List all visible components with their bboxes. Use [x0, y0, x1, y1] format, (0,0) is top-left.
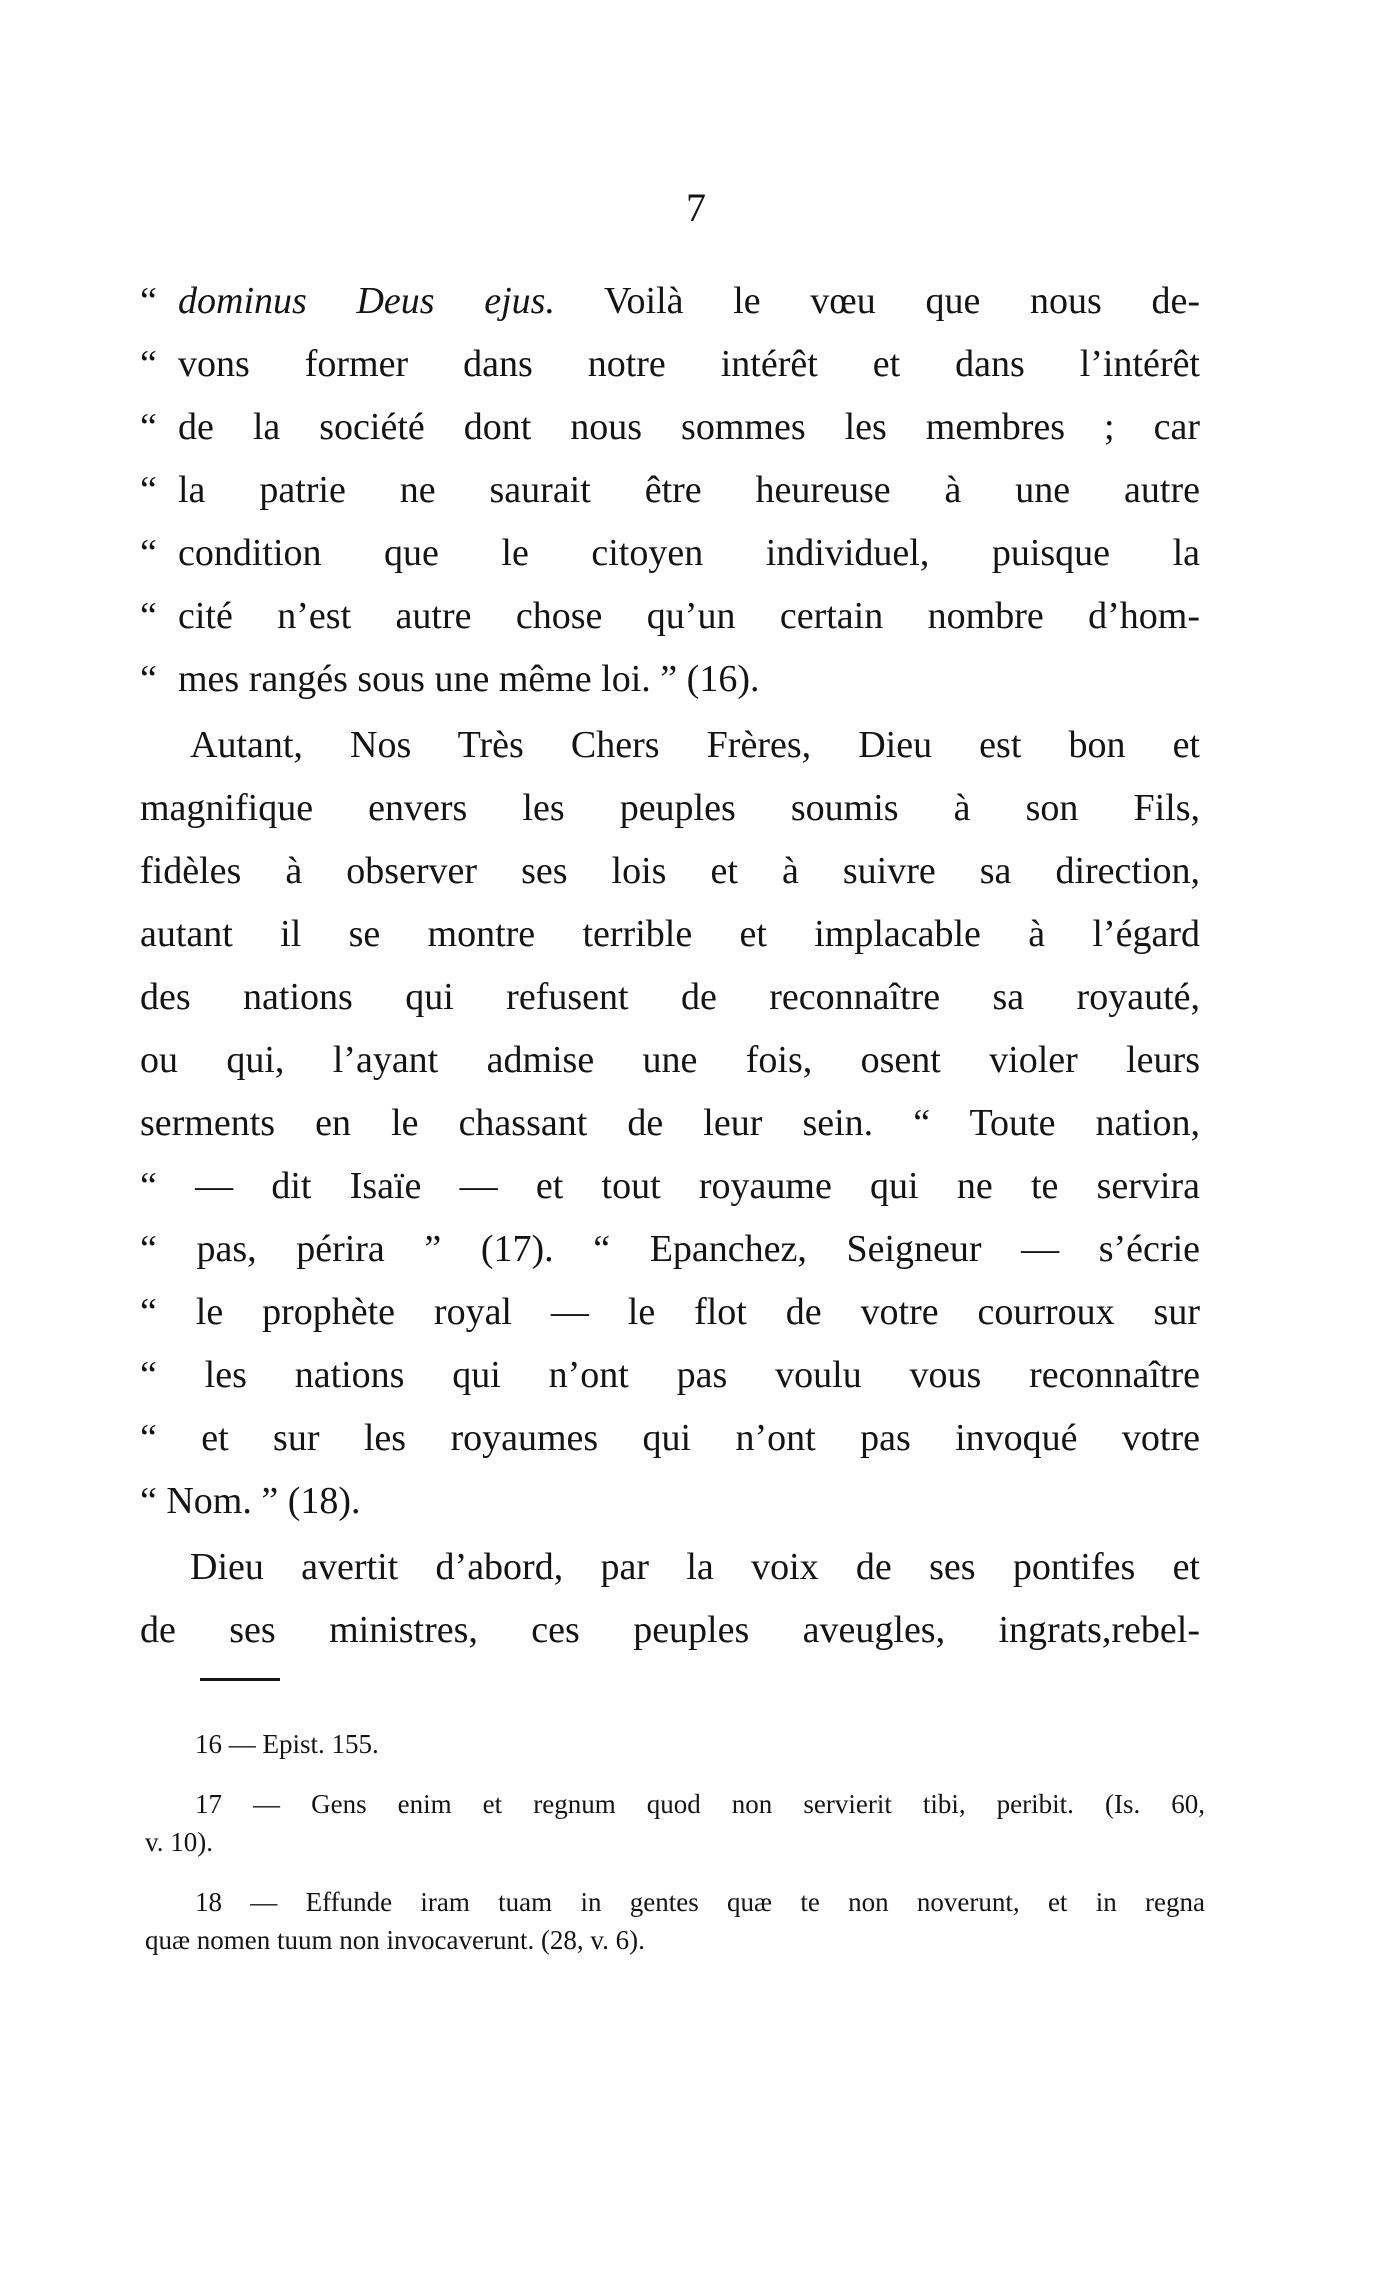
paragraph-quotation [140, 270, 1200, 711]
text-line: “ pas, périra ” (17). “ Epanchez, Seigneur — s’écrie [140, 1228, 1200, 1270]
line-text: vons former dans notre intérêt et dans l’intérêt [178, 343, 1200, 385]
line-text: Voilà le vœu que nous de- [554, 280, 1200, 322]
quote-mark: “ [140, 343, 157, 385]
paragraph-dieu-avertit [140, 1536, 1200, 1662]
footnote-17 [145, 1785, 1205, 1861]
quote-mark: “ [140, 532, 157, 574]
footnote-18 [145, 1883, 1205, 1959]
quote-mark: “ [140, 469, 157, 511]
line-text: cité n’est autre chose qu’un certain nombre d’hom- [178, 595, 1200, 637]
text-line: “ Nom. ” (18). [140, 1480, 361, 1522]
text-line: Dieu avertit d’abord, par la voix de ses pontifes et [190, 1546, 1200, 1588]
text-line: de ses ministres, ces peuples aveugles, ingrats,rebel- [140, 1609, 1200, 1651]
paragraph-autant [140, 714, 1200, 1533]
line-text: mes rangés sous une même loi. ” (16). [178, 658, 760, 700]
quote-mark: “ [140, 595, 157, 637]
footnote-line: 18 — Effunde iram tuam in gentes quæ te non noverunt, et in regna [195, 1887, 1205, 1917]
text-line: “ le prophète royal — le flot de votre courroux sur [140, 1291, 1200, 1333]
footnote-line: 17 — Gens enim et regnum quod non servierit tibi, peribit. (Is. 60, [195, 1789, 1205, 1819]
text-line: magnifique envers les peuples soumis à son Fils, [140, 787, 1200, 829]
quote-mark: “ [140, 406, 157, 448]
line-text: de la société dont nous sommes les membres ; car [178, 406, 1200, 448]
text-line: “ et sur les royaumes qui n’ont pas invoqué votre [140, 1417, 1200, 1459]
text-line: “ les nations qui n’ont pas voulu vous reconnaître [140, 1354, 1200, 1396]
footnote-line: v. 10). [145, 1827, 213, 1857]
footnote-16 [145, 1725, 1205, 1763]
text-line: “ — dit Isaïe — et tout royaume qui ne te servira [140, 1165, 1200, 1207]
text-line [140, 648, 1200, 711]
text-line [140, 333, 1200, 396]
line-text: la patrie ne saurait être heureuse à une autre [178, 469, 1200, 511]
footnotes [145, 1725, 1205, 1959]
text-line [140, 270, 1200, 333]
text-line [140, 585, 1200, 648]
footnote-line: quæ nomen tuum non invocaverunt. (28, v. 6). [145, 1925, 645, 1955]
text-line: des nations qui refusent de reconnaître sa royauté, [140, 976, 1200, 1018]
latin-phrase: dominus Deus ejus. [178, 280, 555, 322]
text-line [140, 459, 1200, 522]
text-line: fidèles à observer ses lois et à suivre sa direction, [140, 850, 1200, 892]
page-number: 7 [686, 185, 706, 230]
quote-mark: “ [140, 280, 157, 322]
text-line: ou qui, l’ayant admise une fois, osent violer leurs [140, 1039, 1200, 1081]
footnote-line: 16 — Epist. 155. [195, 1729, 379, 1759]
line-text: condition que le citoyen individuel, puisque la [178, 532, 1200, 574]
text-line: serments en le chassant de leur sein. “ Toute nation, [140, 1102, 1200, 1144]
text-line: autant il se montre terrible et implacable à l’égard [140, 913, 1200, 955]
footnote-divider [200, 1678, 280, 1681]
text-line [140, 396, 1200, 459]
text-line [140, 522, 1200, 585]
text-line: Autant, Nos Très Chers Frères, Dieu est bon et [190, 724, 1200, 766]
quote-mark: “ [140, 658, 157, 700]
body-text [140, 270, 1200, 1662]
